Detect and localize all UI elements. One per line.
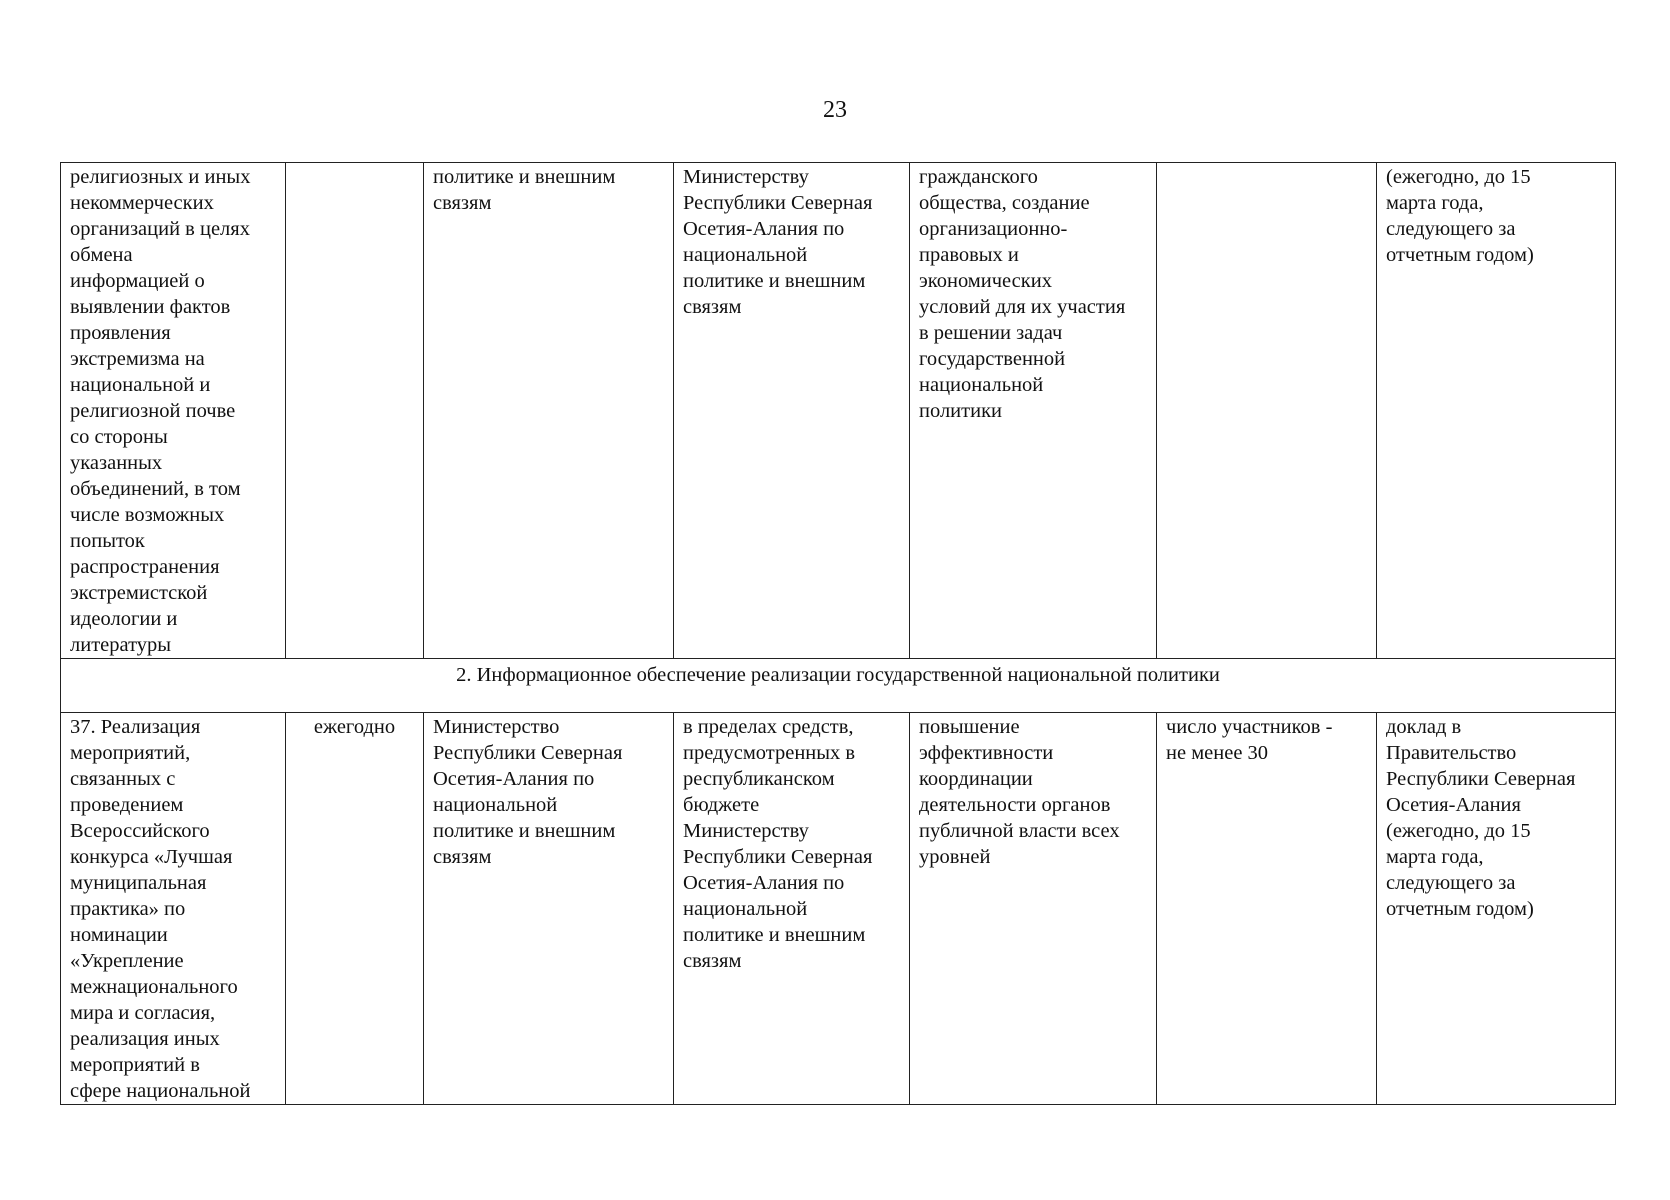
cell-text-line: некоммерческих	[70, 192, 214, 214]
cell-text-line: политике и внешним	[683, 270, 866, 292]
cell-text-line: связям	[683, 296, 742, 318]
cell-text-line: Республики Северная	[683, 846, 873, 868]
cell-text-line: число участников -	[1166, 716, 1333, 738]
cell-text-line: координации	[919, 768, 1033, 790]
cell-indicator	[1157, 713, 1377, 1105]
cell-text-line: эффективности	[919, 742, 1054, 764]
cell-text-line: Республики Северная	[1386, 768, 1576, 790]
cell-text-line: Министерству	[683, 820, 809, 842]
cell-text-line: мира и согласия,	[70, 1002, 216, 1024]
cell-text-line: номинации	[70, 924, 168, 946]
cell-text-line: государственной	[919, 348, 1066, 370]
cell-text-line: литературы	[70, 634, 172, 656]
section-title: 2. Информационное обеспечение реализации государственной национальной политики	[61, 659, 1616, 713]
cell-text-line: республиканском	[683, 768, 835, 790]
cell-text-line: числе возможных	[70, 504, 225, 526]
cell-text-line: доклад в	[1386, 716, 1462, 738]
cell-text-line: гражданского	[919, 166, 1038, 188]
cell-text-line: Всероссийского	[70, 820, 210, 842]
cell-text-line: связанных с	[70, 768, 176, 790]
cell-text-line: следующего за	[1386, 872, 1516, 894]
cell-text-line: (ежегодно, до 15	[1386, 820, 1531, 842]
cell-text-line: обмена	[70, 244, 133, 266]
cell-text-line: муниципальная	[70, 872, 207, 894]
page-number: 23	[823, 97, 847, 123]
cell-text-line: предусмотренных в	[683, 742, 856, 764]
cell-text-line: в пределах средств,	[683, 716, 854, 738]
cell-text-line: «Укрепление	[70, 950, 184, 972]
cell-text-line: сфере национальной	[70, 1080, 251, 1102]
cell-executor	[424, 713, 674, 1105]
cell-text-line: политике и внешним	[433, 820, 616, 842]
cell-text-line: религиозной почве	[70, 400, 236, 422]
cell-text-line: экстремистской	[70, 582, 208, 604]
cell-text-line: связям	[683, 950, 742, 972]
cell-funding	[674, 713, 910, 1105]
cell-text-line: связям	[433, 192, 492, 214]
cell-text-line: национальной	[683, 244, 808, 266]
cell-text-line: политики	[919, 400, 1003, 422]
cell-text-line: связям	[433, 846, 492, 868]
cell-text-line: национальной и	[70, 374, 211, 396]
cell-text-line: Правительство	[1386, 742, 1517, 764]
cell-text-line: не менее 30	[1166, 742, 1269, 764]
cell-text-line: повышение	[919, 716, 1020, 738]
cell-text-line: уровней	[919, 846, 991, 868]
cell-text-line: межнационального	[70, 976, 238, 998]
cell-text-line: отчетным годом)	[1386, 244, 1534, 266]
cell-text-line: (ежегодно, до 15	[1386, 166, 1531, 188]
cell-text-line: проявления	[70, 322, 171, 344]
cell-text-line: правовых и	[919, 244, 1019, 266]
cell-text-line: политике и внешним	[433, 166, 616, 188]
cell-text-line: организаций в целях	[70, 218, 250, 240]
table-body	[61, 163, 1616, 1105]
table-row	[61, 713, 1616, 1105]
cell-indicator	[1157, 163, 1377, 659]
cell-text-line: мероприятий в	[70, 1054, 200, 1076]
cell-text-line: экстремизма на	[70, 348, 205, 370]
cell-text-line: в решении задач	[919, 322, 1063, 344]
cell-text-line: религиозных и иных	[70, 166, 251, 188]
cell-deadline	[286, 163, 424, 659]
cell-text-line: практика» по	[70, 898, 186, 920]
section-row	[61, 659, 1616, 713]
cell-activity	[61, 163, 286, 659]
table-row	[61, 163, 1616, 659]
cell-text-line: Министерству	[683, 166, 809, 188]
cell-text-line: марта года,	[1386, 192, 1484, 214]
cell-text-line: мероприятий,	[70, 742, 191, 764]
cell-text-line: бюджете	[683, 794, 760, 816]
cell-text-line: следующего за	[1386, 218, 1516, 240]
cell-text-line: Осетия-Алания по	[683, 218, 845, 240]
cell-reporting	[1377, 713, 1616, 1105]
cell-text-line: распространения	[70, 556, 220, 578]
cell-deadline	[286, 713, 424, 1105]
cell-text-line: Осетия-Алания	[1386, 794, 1521, 816]
cell-text-line: выявлении фактов	[70, 296, 231, 318]
cell-text-line: попыток	[70, 530, 145, 552]
cell-text-line: общества, создание	[919, 192, 1090, 214]
cell-text-line: публичной власти всех	[919, 820, 1120, 842]
cell-text-line: со стороны	[70, 426, 168, 448]
cell-text-line: отчетным годом)	[1386, 898, 1534, 920]
cell-text-line: Республики Северная	[433, 742, 623, 764]
cell-activity	[61, 713, 286, 1105]
cell-text-line: Республики Северная	[683, 192, 873, 214]
cell-text-line: информацией о	[70, 270, 205, 292]
cell-text-line: национальной	[683, 898, 808, 920]
cell-text-line: марта года,	[1386, 846, 1484, 868]
cell-text-line: идеологии и	[70, 608, 178, 630]
cell-text-line: объединений, в том	[70, 478, 241, 500]
cell-executor	[424, 163, 674, 659]
cell-expected-result	[910, 713, 1157, 1105]
cell-text-line: реализация иных	[70, 1028, 220, 1050]
cell-text-line: национальной	[919, 374, 1044, 396]
cell-text-line: политике и внешним	[683, 924, 866, 946]
cell-text-line: экономических	[919, 270, 1052, 292]
cell-text-line: ежегодно	[313, 716, 396, 738]
cell-text-line: национальной	[433, 794, 558, 816]
cell-text-line: условий для их участия	[919, 296, 1126, 318]
cell-text-line: проведением	[70, 794, 184, 816]
cell-text-line: деятельности органов	[919, 794, 1111, 816]
cell-funding	[674, 163, 910, 659]
cell-text-line: конкурса «Лучшая	[70, 846, 233, 868]
cell-text-line: Министерство	[433, 716, 560, 738]
cell-text-line: Осетия-Алания по	[433, 768, 595, 790]
cell-expected-result	[910, 163, 1157, 659]
cell-text-line: 37. Реализация	[70, 716, 201, 738]
cell-text-line: Осетия-Алания по	[683, 872, 845, 894]
plan-table	[60, 162, 1616, 1105]
cell-text-line: указанных	[70, 452, 163, 474]
cell-text-line: организационно-	[919, 218, 1068, 240]
cell-reporting	[1377, 163, 1616, 659]
